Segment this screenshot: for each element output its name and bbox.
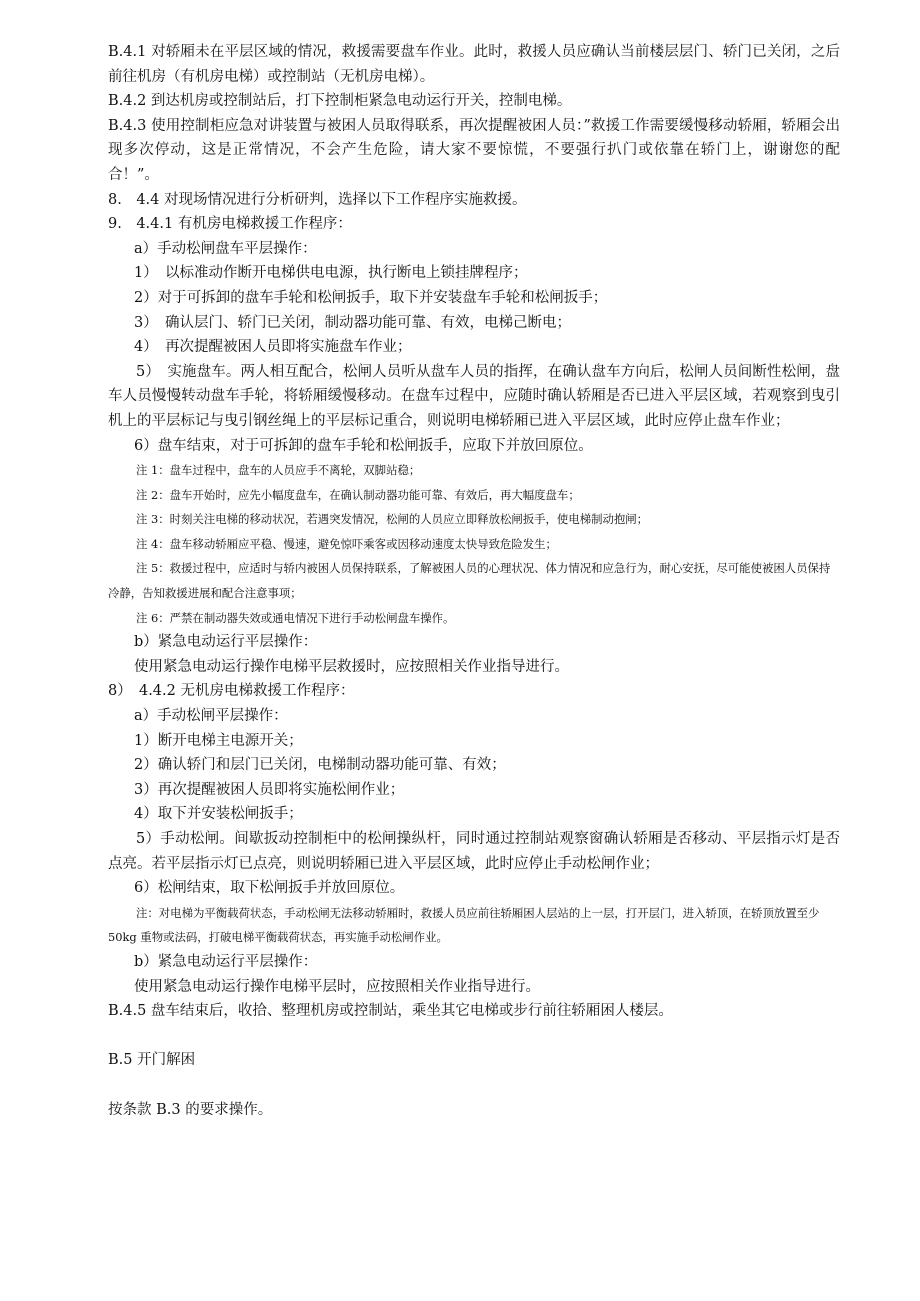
spacer — [108, 1024, 840, 1049]
note-5: 注 5：救援过程中，应适时与轿内被困人员保持联系，了解被困人员的心理状况、体力情况和应急行为，耐心安抚，尽可能使被困人员保持冷静，告知救援进展和配合注意事项； — [108, 561, 831, 601]
document-page — [108, 40, 840, 1122]
paragraph-b43: B.4.3 使用控制柜应急对讲装置与被困人员取得联系，再次提醒被困人员：”救援工作需要缓慢移动轿厢，轿厢会出现多次停动，这是正常情况，不会产生危险，请大家不要惊慌，不要强行扒门或依靠在轿门上，谢谢您的配合！”。 — [108, 117, 840, 183]
note-2: 注 2：盘车开始时，应先小幅度盘车，在确认制动器功能可靠、有效后，再大幅度盘车； — [136, 487, 580, 502]
list-item-step-2: 2）对于可拆卸的盘车手轮和松闸扳手，取下并安装盘车手轮和松闸扳手； — [134, 289, 608, 306]
list-item-a-manual-brake: a）手动松闸平层操作： — [134, 708, 288, 725]
note-balanced-load: 注：对电梯为平衡载荷状态，手动松闸无法移动轿厢时，救援人员应前往轿厢困人层站的上一层，打开层门，进入轿顶，在轿顶放置至少 50kg 重物或法码，打破电梯平衡载荷状态，再实施手动松闸作业。 — [108, 905, 820, 945]
note-4: 注 4：盘车移动轿厢应平稳、慢速，避免惊吓乘客或因移动速度太快导致危险发生； — [136, 536, 557, 551]
paragraph-b41: B.4.1 对轿厢未在平层区域的情况，救援需要盘车作业。此时，救援人员应确认当前楼层层门、轿门已关闭，之后前往机房（有机房电梯）或控制站（无机房电梯）。 — [108, 44, 840, 85]
list-item-mrl-step-3: 3）再次提醒被困人员即将实施松闸作业； — [134, 781, 405, 798]
list-item-b-emergency-electric: b）紧急电动运行平层操作： — [134, 634, 318, 651]
list-item-b-emergency-electric-2: b）紧急电动运行平层操作： — [134, 953, 318, 970]
note-1: 注 1：盘车过程中，盘车的人员应手不离轮，双脚站稳； — [136, 463, 421, 478]
list-item-a-manual-release: a）手动松闸盘车平层操作： — [134, 240, 317, 257]
paragraph-b45: B.4.5 盘车结束后，收拾、整理机房或控制站，乘坐其它电梯或步行前往轿厢困人楼层。 — [108, 1003, 673, 1020]
list-item-step-3: 3） 确认层门、轿门已关闭，制动器功能可靠、有效，电梯己断电； — [134, 314, 571, 331]
paragraph-b42: B.4.2 到达机房或控制站后，打下控制柜紧急电动运行开关，控制电梯。 — [108, 93, 572, 110]
list-item-step-5: 5） 实施盘车。两人相互配合，松闸人员听从盘车人员的指挥，在确认盘车方向后，松闸人员间断性松闸，盘车人员慢慢转动盘车手轮，将轿厢缓慢移动。在盘车过程中，应随时确认轿厢是否已进入平层区域，若观察到曳引机上的平层标记与曳引钢丝绳上的平层标记重合，则说明电梯轿厢已进入平层区域，此时应停止盘车作业； — [108, 363, 840, 429]
list-item-step-4: 4） 再次提醒被困人员即将实施盘车作业； — [134, 339, 412, 356]
note-6: 注 6：严禁在制动器失效或通电情况下进行手动松闸盘车操作。 — [136, 610, 455, 625]
list-item-mrl-step-4: 4）取下并安装松闸扳手； — [134, 806, 303, 823]
section-heading-b5: B.5 开门解困 — [108, 1052, 196, 1069]
list-item-step-6: 6）盘车结束，对于可拆卸的盘车手轮和松闸扳手，应取下并放回原位。 — [134, 437, 593, 454]
list-item-mrl-step-6: 6）松闸结束，取下松闸扳手并放回原位。 — [134, 880, 405, 897]
paragraph-emergency-electric-1: 使用紧急电动运行操作电梯平层救援时，应按照相关作业指导进行。 — [134, 658, 569, 675]
list-item-step-1: 1） 以标准动作断开电梯供电电源，执行断电上锁挂牌程序； — [134, 265, 528, 282]
list-item-mrl-step-5: 5）手动松闸。间歇扳动控制柜中的松闸操纵杆，同时通过控制站观察窗确认轿厢是否移动、平层指示灯是否点亮。若平层指示灯已点亮，则说明轿厢已进入平层区域，此时应停止手动松闸作业； — [108, 831, 840, 872]
paragraph-b442: 8） 4.4.2 无机房电梯救援工作程序： — [108, 683, 355, 700]
spacer — [108, 1073, 840, 1098]
paragraph-b44: 8. 4.4 对现场情况进行分析研判，选择以下工作程序实施救援。 — [108, 191, 527, 208]
list-item-mrl-step-2: 2）确认轿门和层门已关闭，电梯制动器功能可靠、有效； — [134, 757, 506, 774]
paragraph-b441: 9. 4.4.1 有机房电梯救援工作程序： — [108, 216, 352, 233]
paragraph-emergency-electric-2: 使用紧急电动运行操作电梯平层时，应按照相关作业指导进行。 — [134, 978, 540, 995]
list-item-mrl-step-1: 1）断开电梯主电源开关； — [134, 732, 303, 749]
paragraph-b5-body: 按条款 B.3 的要求操作。 — [108, 1101, 273, 1118]
note-3: 注 3：时刻关注电梯的移动状况，若遇突发情况，松闸的人员应立即释放松闸扳手，使电梯制动抱闸； — [136, 512, 649, 527]
